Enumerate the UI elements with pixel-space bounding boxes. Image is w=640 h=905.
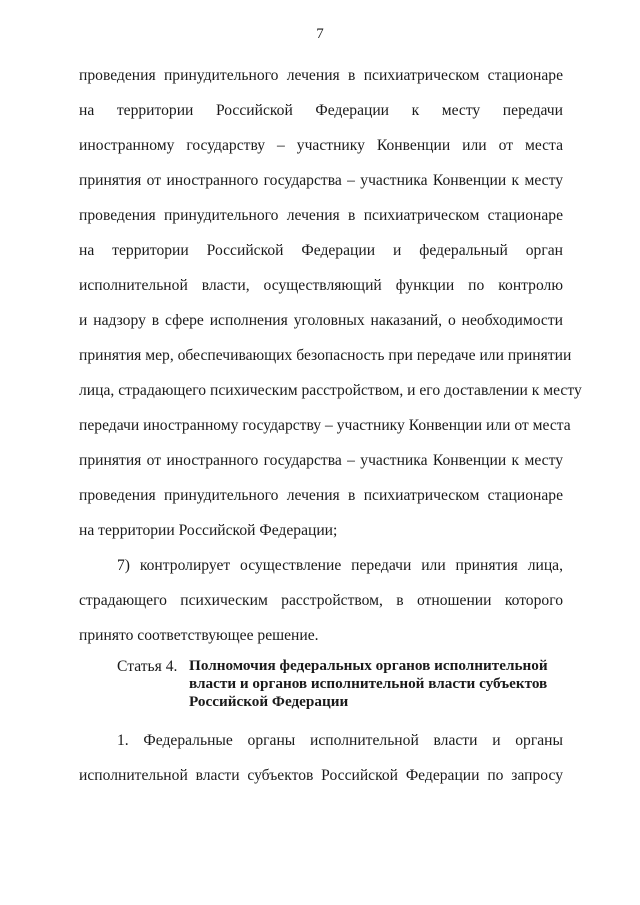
paragraph-3-line-1: 1. Федеральные органы исполнительной власти и органы	[117, 732, 563, 749]
paragraph-1-line-1: проведения принудительного лечения в психиатрическом стационаре	[79, 67, 563, 84]
paragraph-2-line-1: 7) контролирует осуществление передачи или принятия лица,	[117, 557, 563, 574]
paragraph-1-line-9: принятия мер, обеспечивающих безопасность при передаче или принятии	[79, 347, 572, 364]
paragraph-3-line-2: исполнительной власти субъектов Российской Федерации по запросу	[79, 767, 563, 784]
paragraph-2-line-2: страдающего психическим расстройством, в отношении которого	[79, 592, 563, 609]
paragraph-1-line-10: лица, страдающего психическим расстройством, и его доставлении к месту	[79, 382, 582, 399]
paragraph-1-line-13: проведения принудительного лечения в психиатрическом стационаре	[79, 487, 563, 504]
paragraph-1-line-5: проведения принудительного лечения в психиатрическом стационаре	[79, 207, 563, 224]
paragraph-1-line-8: и надзору в сфере исполнения уголовных наказаний, о необходимости	[79, 312, 563, 329]
paragraph-1-line-4: принятия от иностранного государства – участника Конвенции к месту	[79, 172, 563, 189]
paragraph-1-line-7: исполнительной власти, осуществляющий функции по контролю	[79, 277, 563, 294]
paragraph-1-line-2: на территории Российской Федерации к месту передачи	[79, 102, 563, 119]
article-label: Статья 4.	[117, 658, 178, 675]
paragraph-1-line-6: на территории Российской Федерации и федеральный орган	[79, 242, 563, 259]
page-number: 7	[316, 26, 324, 42]
paragraph-1-line-14: на территории Российской Федерации;	[79, 522, 338, 539]
article-title-line-3: Российской Федерации	[189, 693, 349, 710]
paragraph-1-line-12: принятия от иностранного государства – участника Конвенции к месту	[79, 452, 563, 469]
article-title	[189, 657, 569, 711]
article-title-line-1: Полномочия федеральных органов исполнительной	[189, 657, 548, 674]
paragraph-1-line-3: иностранному государству – участнику Конвенции или от места	[79, 137, 563, 154]
article-title-line-2: власти и органов исполнительной власти субъектов	[189, 675, 548, 692]
paragraph-2-line-3: принято соответствующее решение.	[79, 627, 319, 644]
paragraph-1-line-11: передачи иностранному государству – участнику Конвенции или от места	[79, 417, 571, 434]
